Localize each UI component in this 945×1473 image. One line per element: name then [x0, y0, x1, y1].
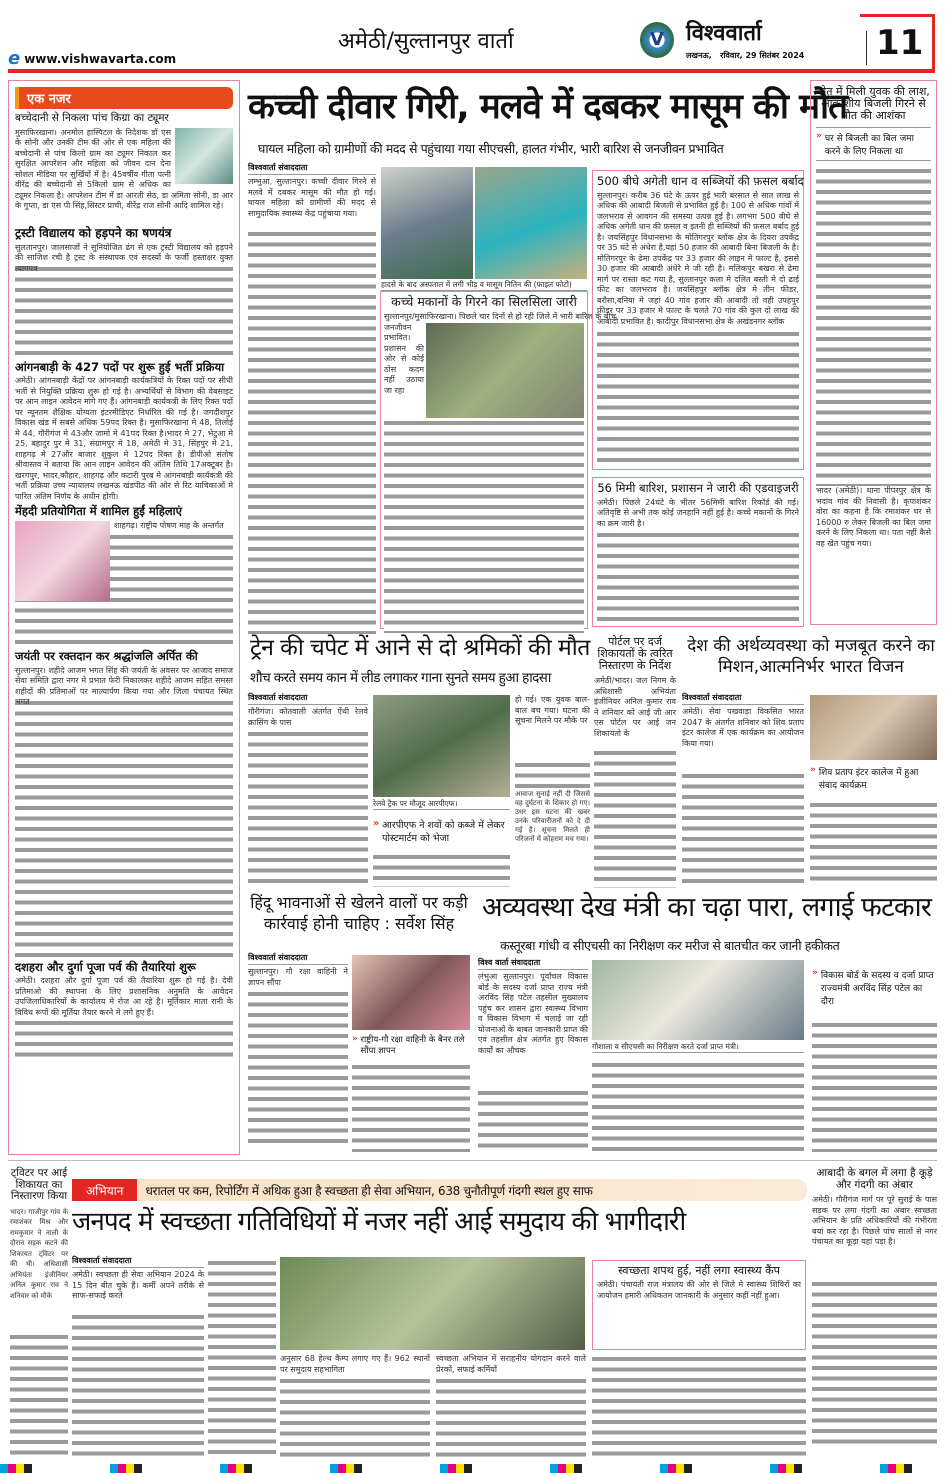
oath-story — [592, 1260, 806, 1350]
story-text: अमेठी। दशहरा और दुर्गा पूजा पर्व की तैयारिया शुरू हो गई है। देवी प्रतिमाओ की स्थापना के लिए प्रशासनिक अनुमति के आवेदन उपजिलाधिकारियों के कार्यालय मे रोज आ रहे है। मूर्तिकार माता रानी के विविध रूपों की मूर्तिया तैयार करने मे लगे हुए हैं। — [15, 976, 233, 1017]
story-title: स्वच्छता शपथ हुई, नहीं लगा स्वास्थ्य कैंप — [618, 1264, 780, 1277]
photo-caption: रेलवे ट्रैक पर मौजूद आरपीएफ। — [373, 799, 510, 810]
campaign-kicker: धरातल पर कम, रिपोर्टिंग में अधिक हुआ है स्वच्छता ही सेवा अभियान, 638 चुनौतीपूर्ण गंदगी स्थल हुए साफ — [145, 1183, 593, 1198]
campaign-tag: अभियान — [72, 1179, 137, 1201]
byline: विश्व वार्ता संवाददाता — [478, 957, 588, 970]
story-text: अमेठी। गौरीगंज मार्ग पर पूरे सुराई के पास सड़क पर लगा गंदगी का अंबार स्वच्छता अभियान के प्रति अधिकारियों की गंभीरता बयां कर रहा है। पिछले पांच सालों से नगर पंचायत का कूड़ा यहां पड़ा है। — [812, 1195, 937, 1247]
railway-photo — [373, 695, 510, 797]
story-text: अमेठी। स्वच्छता ही सेवा अभियान 2024 के 15 दिन बीत चुके हैं। कर्मी अपने तरीके से साफ-सफाई करते — [72, 1270, 204, 1300]
story-text: सुल्तानपुर। गौ रक्षा वाहिनी ने ज्ञापन सौंपा — [248, 967, 348, 987]
pull-quote: राष्ट्रीय-गौ रक्षा वाहिनी के बैनर तले सौंपा ज्ञापन — [360, 1035, 465, 1056]
lead-subhead: घायल महिला को ग्रामीणों की मदद से पहुंचाया गया सीएचसी, हालत गंभीर, भारी बारिश से जनजीवन प्रभावित — [258, 141, 724, 156]
story-text: सुल्तानपुर। शहीदे आजम भगत सिंह की जयंती के अवसर पर आजाद समाज सेवा समिति द्वारा नगर मे प्रभात फेरी निकालकर शहीदे आजम सहित समस्त शहीदों की प्रतिमाओं पर माल्यार्पण किया गया और जिला पंचायत स्थित भगत — [15, 665, 233, 707]
story-text: आवाज सुनाई नहीं दी जिससे वह दुर्घटना के शिकार हो गए। उधर इस घटना की खबर उनके परिवारीजनों को दे दी गई है। सूचना मिलते ही परिजनों में कोहराम मच गया। — [515, 790, 590, 843]
cleanliness-photo — [280, 1257, 585, 1350]
story-text: अमेठी। आंगनबाड़ी केंद्रों पर आंगनबाड़ी कार्यकत्रियों के रिक्त पदों पर सीधी भर्ती से नियुक्ति प्रक्रिया शुरू हो गई है। अभ्यर्थियों से विभाग की वेबसाइट पर आन लाइन आवेदन मांगे गए हैं। आंगनबाड़ी कार्यकत्री के लिए रिक्त पदों पर न्यूनतम शैक्षिक योग्यता इंटरमीडिएट निर्धारित की गई है। जगदीशपुर विकास खंड में सबसे अधिक 59पद रिक्त है। मुसाफिरखाना मे 48, तिलोई मे 44, गौरीगंज मे 43और जामो मे 41पद रिक्त है।भादर मे 27, भेटुआ मे 25, बहादुर पुर मे 31, संग्रामपुर मे 18, अमेठी मे 31, सिंहपुर मे 21, शाहगढ़ मे 27और बाजार शुकुल मे 12पद रिक्त है। डीपीओ संतोष श्रीवास्तव ने बताया कि आन लाइन आवेदन की अंतिम तिथि 17अक्टूबर है। खरगपुर, भादर,कौहार, शाहगढ़ और कटारी पुरब मे आंगनबाड़ी कार्यकत्री की भर्ती प्रक्रिया उच्च न्यायालय लखनऊ खंडपीठ की ओर से रिट याचिकाओं मे पारित अंतिम निर्णय के अधीन होगी। — [15, 376, 233, 501]
hindu-headline: हिंदू भावनाओं से खेलने वालों पर कड़ी कार्रवाई होनी चाहिए : सर्वेश सिंह — [250, 893, 468, 933]
quote-chevron-icon: » — [816, 131, 822, 142]
story-title: जयंती पर रक्तदान कर श्रद्धांजलि अर्पित की — [15, 649, 198, 664]
pull-quote: विकास बोर्ड के सदस्य व दर्जा प्राप्त राज्यमंत्री अरविंद सिंह पटेल का दौरा — [820, 971, 934, 1007]
quote-chevron-icon: » — [373, 818, 380, 829]
pull-quote: घर से बिजली का बिल जमा करने के लिए निकला था — [824, 134, 915, 158]
campaign-banner — [72, 1179, 807, 1201]
bottom-headline: जनपद में स्वच्छता गतिविधियों में नजर नहीं आई समुदाय की भागीदारी — [72, 1207, 686, 1237]
rain-story — [592, 477, 804, 627]
photo-caption: गौशाला व सीएचसी का निरीक्षण करते दर्जा प्राप्त मंत्री। — [592, 1042, 804, 1053]
story-text: अमेठी। सेवा पखवाड़ा विकसित भारत 2047 के अंतर्गत शनिवार को शिव प्रताप इंटर कालेज में एक कार्यक्रम का आयोजन किया गया। — [682, 707, 804, 748]
story-text: अनुसार 68 हेल्थ कैम्प लगाए गए हैं। 962 स्थानों पर समुदाय सहभागिता — [280, 1354, 430, 1374]
story-text: हो गई। एक युवक बाल-बाल बच गया। घटना की सूचना मिलने पर मौके पर — [515, 695, 590, 725]
lead-photo-crowd — [381, 167, 473, 279]
story-text: अमेठी। पंचायती राज मंत्रालय की ओर से जिले मे स्वास्थ्य शिविरों का आयोजन हमारी अधिकतम जानकारी के अनुसार कहीं नहीं हुआ। — [597, 1280, 801, 1300]
story-side-text: जनजीवन प्रभावित। प्रशासन की ओर से कोई ठोस कदम नहीं उठाया जा रहा — [384, 322, 424, 395]
economy-headline: देश की अर्थव्यवस्था को मजबूत करने का मिशन,आत्मनिर्भर भारत विजन — [687, 636, 935, 678]
bottom-top-rule — [8, 1160, 937, 1161]
story-title: खेत में मिली युवक की लाश, आकाशीय बिजली गिरने से मौत की आशंका — [817, 85, 930, 123]
story-title: पोर्टल पर दर्ज शिकायतों के त्वरित निस्तारण के निर्देश — [597, 635, 673, 673]
story-text: सुल्तानपुर। करीब 36 घंटे के ऊपर हुई भारी बरसात से सात लाख से अधिक की आबादी बिजली से प्रभावित हुई है। 100 से अधिक गांवों में जलभराव से आवगन की समस्या उत्पन्न हुई है। लगभग 500 बीघे से अधिक अगेती धान की फ़सल व इतनी ही सब्जियों की फ़सल बर्बाद हुई है। जयसिंहपुर विधानसभा के मोतिगरपुर ब्लॉक क्षेत्र के दियरा उपकेंद्र पर 35 घंटे से अंधेरा है,यहां 50 हजार की आबादी बिना बिजली के है। मोतिगरपुर के ढेमा उपकेंद्र पर 33 हजार की लाइन मे फाल्ट है, इससे 30 हजार की आबादी अंधेरे मे जी रही है। मलिकपुर बखरा से ढेमा मार्ग पर रास्ता कट गया है, सुल्तानपुर कला मे दलित बस्ती मे दो ढाई फीट का जलभराव है। जयसिंहपुर ब्लॉक क्षेत्र मे तीन फीडर, बरौसा,बनिया मे जहां 40 गांव हजार की आबादी तो वही उपहपुर फीडर पर 33 हजार मे फाल्ट के चलते 70 गांव की कुल दो लाख की आबादी प्रभावित है। कादीपुर विधानसभा क्षेत्र के अखंडनगर ब्लॉक — [597, 190, 799, 326]
collapsed-house-photo — [426, 323, 584, 418]
quote-chevron-icon: » — [812, 968, 818, 978]
story-text: सुल्तानपुर/मुसाफिरखाना। पिछले चार दिनों से हो रही जिले में भारी बारिश के बीच — [384, 311, 616, 321]
section-title: अमेठी/सुल्तानपुर वार्ता — [338, 29, 514, 54]
tumor-photo — [175, 128, 233, 184]
story-text: मुसाफिरखाना। अनमोल हास्पिटल के निदेशक डॉ एस के सोनी और उनकी टीम की ओर से एक महिला की बच्चेदानी से पांच किलो ग्राम का ट्यूमर निकाल कर सुरक्षित आपरेशन और महिला को जीवन दान देना सोशल मीडिया पर सुर्खियों में है। 45वर्षीय गीता पत्नी वीरेंद्र की बच्चेदानी से 5किलो ग्राम से अधिक का ट्यूमर निकला है। आपरेशन टीम में डा आरती सेठ, डा अमिता सोनी, डा आर के गुप्ता, डा एस पी सिंह,सिस्टर प्राची, वीरेंद्र राज सोनी आदि शामिल रहे। — [15, 127, 233, 211]
lead-article — [248, 162, 376, 630]
minister-headline: अव्यवस्था देख मंत्री का चढ़ा पारा, लगाई फटकार — [482, 892, 932, 923]
houses-story — [380, 291, 616, 629]
college-photo — [810, 695, 937, 760]
print-registration-marks — [0, 1464, 945, 1473]
mehndi-photo — [15, 521, 110, 601]
quote-chevron-icon: » — [810, 765, 816, 775]
story-text: अमेठी। पिछले 24घंटे के भीतर 56मिमी बारिश रिकॉर्ड की गई। अतिवृष्टि से अभी तक कोई जनहानि नहीं हुई है। कच्चे मकानों के गिरने का क्रम जारी है। — [597, 497, 799, 528]
browser-e-icon: e — [8, 48, 21, 69]
story-text: लंभुआ सुल्तानपुर। पूर्वांचल विकास बोर्ड के सदस्य दर्जा प्राप्त राज्य मंत्री अरविंद सिंह पटेल तहसील मुख्यालय पहुंच कर शासन द्वारा स्वास्थ्य विभाग व विकास विभाग में चलाई जा रही योजनाओं के बाबत जानकारी प्राप्त की एवं तहसील क्षेत्र अंतर्गत हुए विकास कार्यों का औचक — [478, 972, 588, 1055]
crops-story — [592, 170, 804, 470]
portal-story — [594, 636, 676, 886]
memorandum-photo — [352, 955, 470, 1030]
minister-subhead: कस्तूरबा गांधी व सीएचसी का निरीक्षण कर मरीज से बातचीत कर जानी हकीकत — [500, 938, 840, 953]
ek-nazar-label: एक नजर — [15, 87, 233, 109]
story-title: मेंहदी प्रतियोगिता में शामिल हुईं महिलाएं — [15, 504, 182, 519]
page-number: 11 — [876, 23, 924, 63]
story-text: अमेठी/भादर। जल निगम के अधिशासी अभियंता इंजीनियर अनिल कुमार राव ने शनिवार को आई जी आर एस पोर्टल पर आई जन शिकायतो के — [594, 676, 676, 738]
story-text: सुलतानपुर। जालसाजों ने सुनियोजित ढंग से एक ट्रस्टी विद्यालय को हड़पने की साजिश रची है ट्रस्ट के संस्थापक एवं सदस्यों के फर्जी हस्ताक्षर युक्त त्यागपत्र — [15, 242, 233, 273]
story-title: बच्चेदानी से निकला पांच किग्रा का ट्यूमर — [15, 112, 169, 124]
story-text: स्वच्छता अभियान में सराहनीय योगदान करने वाले प्रेरकों, सफाई कर्मियों — [436, 1354, 586, 1374]
story-title: दशहरा और दुर्गा पूजा पर्व की तैयारियां शुरू — [15, 959, 196, 974]
photo-caption: हादसे के बाद अस्पताल में लगी भीड़ व मासूम नितिन की (फाइल फोटो) — [381, 280, 587, 291]
story-text: गौरीगंज। कोतवाली अंतर्गत ऐंथी रेलवे क्रासिंग के पास — [248, 707, 368, 727]
story-text: भादर। गाजीपुर गांव के रमाशंकर मिश्र और रामकुमार ने नाली के दौरान सड़क कटने की शिकायत ट्विटर पर की थी। अधिशासी अभियंता इंजीनियर अनिल कुमार राव ने शनिवार को मौके — [10, 1207, 68, 1300]
inspection-photo — [592, 960, 804, 1040]
lead-headline: कच्ची दीवार गिरी, मलवे में दबकर मासूम की मौत — [248, 87, 848, 127]
train-headline: ट्रेन की चपेट में आने से दो श्रमिकों की मौत — [250, 635, 590, 661]
story-text: शाहगढ़। राष्ट्रीय पोषण माह के अन्तर्गत — [114, 521, 224, 531]
story-title: 500 बीघे अगेती धान व सब्जियों की फ़सल बर्बाद — [597, 174, 804, 188]
twitter-story — [10, 1168, 68, 1463]
story-title: आबादी के बगल में लगा है कूड़े और गंदगी का अंबार — [816, 1167, 933, 1191]
dateline: लखनऊ, रविवार, 29 सितंबर 2024 — [686, 51, 805, 60]
garbage-story — [812, 1168, 937, 1463]
story-title: कच्चे मकानों के गिरने का सिलसिला जारी — [391, 294, 577, 309]
byline: विश्ववार्ता संवाददाता — [72, 1255, 204, 1268]
story-title: 56 मिमी बारिश, प्रशासन ने जारी की एडवाइजरी — [597, 481, 799, 495]
header-rule — [8, 69, 935, 73]
story-title: आंगनबाड़ी के 427 पदों पर शुरू हुई भर्ती प्रक्रिया — [15, 359, 225, 374]
byline: विश्ववार्ता संवाददाता — [248, 162, 376, 175]
quote-chevron-icon: » — [352, 1034, 358, 1044]
story-text: भादर (अमेठी)। थाना पीपरपुर क्षेत्र के भदांव गांव की निवासी है। कृपाशंकर वोरा का कहना है कि रमाशंकर घर से 16000 रु लेकर बिजली का बिल जमा करने के लिए निकला था। पता नहीं कैसे वह खेत पहुंच गया। — [816, 486, 931, 548]
brand-name: विश्ववार्ता — [686, 21, 762, 46]
website-link[interactable]: e www.vishwavarta.com — [8, 48, 177, 69]
byline: विश्ववार्ता संवाददाता — [248, 692, 368, 705]
page-number-box — [860, 14, 935, 72]
pull-quote: आरपीएफ ने शवों को कब्जे में लेकर पोस्टमार्टम को भेजा — [382, 820, 505, 844]
brand-logo-icon: V — [640, 22, 674, 58]
story-title: ट्विटर पर आई शिकायत का निस्तारण किया — [10, 1167, 68, 1203]
lead-text: लम्भुआ, सुल्तानपुर। कच्ची दीवार गिरने से मलवे में दबकर मासूम की मौत हो गई। घायल महिला को ग्रामीणों की मदद से सामुदायिक स्वास्थ्य केंद्र पहुंचाया गया। — [248, 177, 376, 218]
byline: विश्ववार्ता संवाददाता — [682, 692, 804, 705]
pull-quote: शिव प्रताप इंटर कालेज में हुआ संवाद कार्यक्रम — [818, 768, 919, 791]
right-story — [810, 80, 937, 625]
story-title: ट्रस्टी विद्यालय को हड़पने का षणयंत्र — [15, 225, 172, 240]
byline: विश्ववार्ता संवाददाता — [248, 952, 348, 965]
lead-photo-child — [475, 167, 587, 279]
train-subhead: शौच करते समय कान में लीड लगाकर गाना सुनते समय हुआ हादसा — [250, 670, 551, 686]
left-column — [8, 80, 240, 1155]
